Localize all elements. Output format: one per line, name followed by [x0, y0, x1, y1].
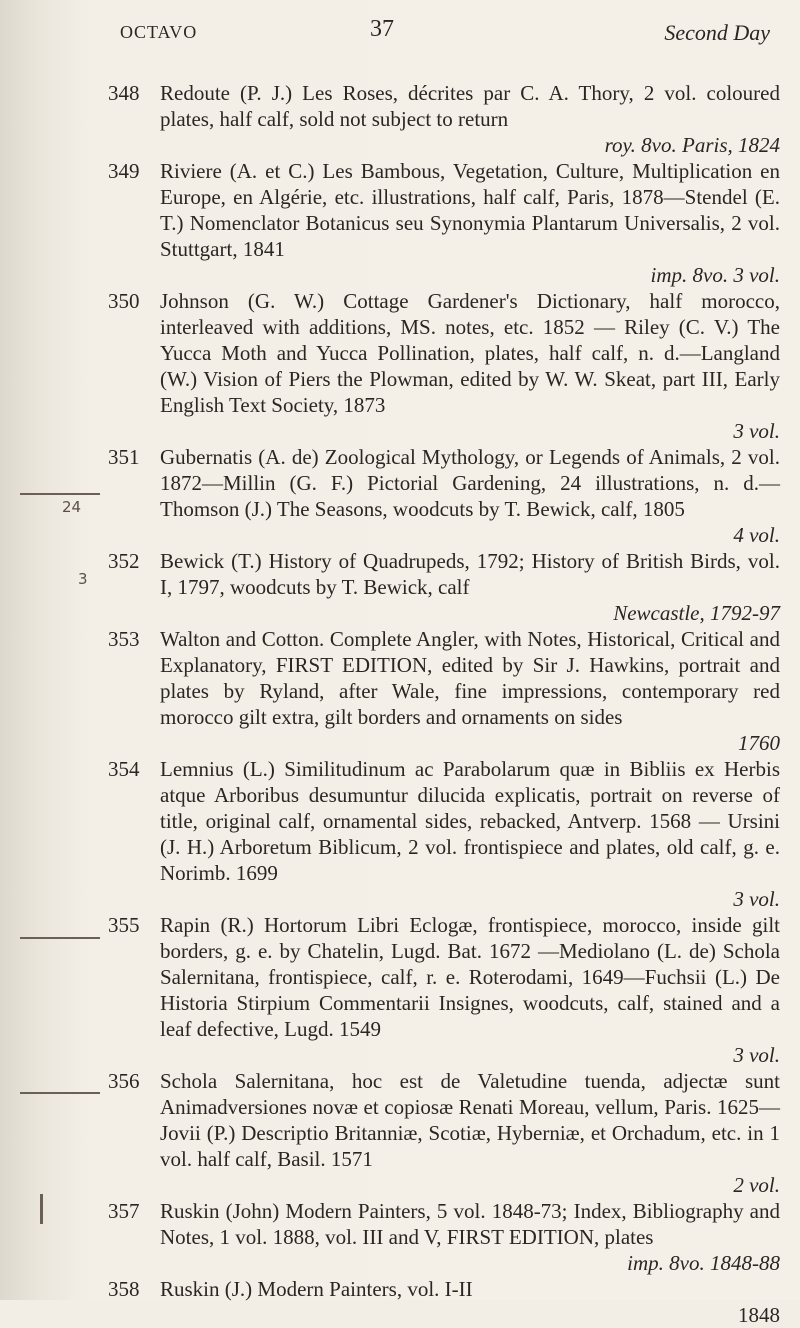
lot-entry	[108, 444, 780, 548]
lot-number: 354	[108, 757, 140, 781]
lot-description	[160, 912, 780, 1068]
header-format: OCTAVO	[120, 22, 198, 42]
lot-number: 353	[108, 627, 140, 651]
lot-number: 350	[108, 289, 140, 313]
lot-tail: 2 vol.	[733, 1173, 780, 1197]
lot-entry	[108, 288, 780, 444]
lot-entry	[108, 548, 780, 626]
lot-number: 357	[108, 1199, 140, 1223]
margin-note-351: 24	[62, 498, 82, 516]
lot-tail: imp. 8vo. 1848-88	[627, 1251, 780, 1275]
page-header	[120, 14, 770, 50]
lot-description	[160, 626, 780, 756]
lot-text: Lemnius (L.) Similitudinum ac Parabolarum quæ in Bibliis ex Herbis atque Arboribus desumuntur dilucida explicatis, portrait on reverse of title, original calf, ornamental sides, rebacked, Antverp. 1568 — Ursini (J. H.) Arboretum Biblicum, 2 vol. frontispiece and plates, old calf, g. e. Norimb. 1699	[160, 757, 780, 885]
lot-entry	[108, 80, 780, 158]
lot-number: 351	[108, 445, 140, 469]
lot-entry	[108, 1068, 780, 1198]
margin-pencil-mark	[20, 1092, 100, 1094]
lot-number: 355	[108, 913, 140, 937]
lot-entry	[108, 626, 780, 756]
lot-entry	[108, 1198, 780, 1276]
lot-tail: 3 vol.	[733, 887, 780, 911]
lot-list	[108, 80, 780, 1328]
header-day: Second Day	[664, 20, 770, 45]
lot-entry	[108, 1276, 780, 1328]
lot-tail: 1760	[738, 731, 780, 755]
lot-number: 358	[108, 1277, 140, 1301]
lot-tail: imp. 8vo. 3 vol.	[650, 263, 780, 287]
lot-text: Ruskin (J.) Modern Painters, vol. I-II	[160, 1277, 473, 1301]
lot-tail: 3 vol.	[733, 419, 780, 443]
lot-number: 349	[108, 159, 140, 183]
lot-number: 356	[108, 1069, 140, 1093]
lot-description	[160, 288, 780, 444]
lot-number: 348	[108, 81, 140, 105]
lot-description	[160, 444, 780, 548]
lot-number: 352	[108, 549, 140, 573]
lot-text: Walton and Cotton. Complete Angler, with Notes, Historical, Critical and Explanatory, FIRST EDITION, edited by Sir J. Hawkins, portrait and plates by Ryland, after Wale, fine impressions, contemporary red morocco gilt extra, gilt borders and ornaments on sides	[160, 627, 780, 729]
lot-text: Bewick (T.) History of Quadrupeds, 1792; History of British Birds, vol. I, 1797, woodcuts by T. Bewick, calf	[160, 549, 780, 599]
page-number: 37	[370, 16, 394, 42]
lot-text: Gubernatis (A. de) Zoological Mythology, or Legends of Animals, 2 vol. 1872—Millin (G. F.) Pictorial Gardening, 24 illustrations, n. d.—Thomson (J.) The Seasons, woodcuts by T. Bewick, calf, 1805	[160, 445, 780, 521]
lot-text: Johnson (G. W.) Cottage Gardener's Dictionary, half morocco, interleaved with additions, MS. notes, etc. 1852 — Riley (C. V.) The Yucca Moth and Yucca Pollination, plates, half calf, n. d.—Langland (W.) Vision of Piers the Plowman, edited by W. W. Skeat, part III, Early English Text Society, 1873	[160, 289, 780, 417]
lot-description	[160, 158, 780, 288]
lot-description	[160, 1068, 780, 1198]
lot-text: Rapin (R.) Hortorum Libri Eclogæ, frontispiece, morocco, inside gilt borders, g. e. by Chatelin, Lugd. Bat. 1672 —Mediolano (L. de) Schola Salernitana, frontispiece, calf, r. e. Roterodami, 1649—Fuchsii (L.) De Historia Stirpium Commentarii Insignes, woodcuts, calf, stained and a leaf defective, Lugd. 1549	[160, 913, 780, 1041]
lot-description	[160, 548, 780, 626]
margin-pencil-mark	[40, 1194, 43, 1224]
lot-description	[160, 1198, 780, 1276]
margin-note-353: 3	[78, 570, 88, 588]
lot-text: Riviere (A. et C.) Les Bambous, Vegetation, Culture, Multiplication en Europe, en Algérie, etc. illustrations, half calf, Paris, 1878—Stendel (E. T.) Nomenclator Botanicus seu Synonymia Plantarum Universalis, 2 vol. Stuttgart, 1841	[160, 159, 780, 261]
lot-tail: 1848	[738, 1303, 780, 1327]
lot-text: Ruskin (John) Modern Painters, 5 vol. 1848-73; Index, Bibliography and Notes, 1 vol. 1888, vol. III and V, FIRST EDITION, plates	[160, 1199, 780, 1249]
lot-description	[160, 1276, 780, 1328]
lot-tail: 3 vol.	[733, 1043, 780, 1067]
lot-text: Schola Salernitana, hoc est de Valetudine tuenda, adjectæ sunt Animadversiones novæ et copiosæ Renati Moreau, vellum, Paris. 1625—Jovii (P.) Descriptio Britanniæ, Scotiæ, Hyberniæ, et Orchadum, etc. in 1 vol. half calf, Basil. 1571	[160, 1069, 780, 1171]
lot-entry	[108, 756, 780, 912]
margin-pencil-mark	[20, 493, 100, 495]
lot-tail: roy. 8vo. Paris, 1824	[604, 133, 780, 157]
lot-tail: Newcastle, 1792-97	[613, 601, 780, 625]
lot-description	[160, 80, 780, 158]
lot-tail: 4 vol.	[733, 523, 780, 547]
lot-entry	[108, 158, 780, 288]
lot-entry	[108, 912, 780, 1068]
lot-text: Redoute (P. J.) Les Roses, décrites par C. A. Thory, 2 vol. coloured plates, half calf, sold not subject to return	[160, 81, 780, 131]
margin-pencil-mark	[20, 937, 100, 939]
lot-description	[160, 756, 780, 912]
